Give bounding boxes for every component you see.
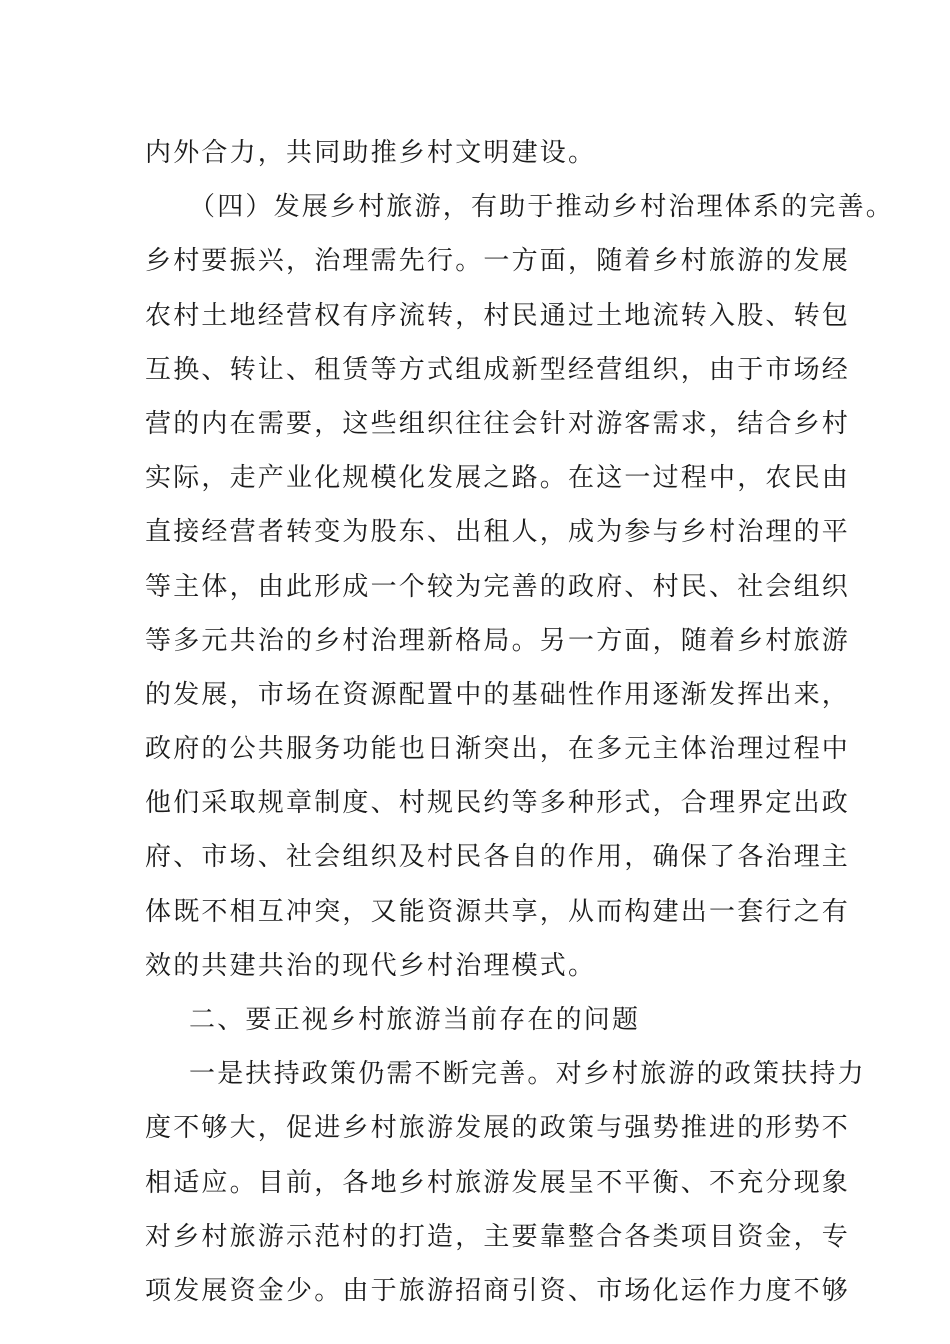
text-line: 实际，走产业化规模化发展之路。在这一过程中，农民由 [145,463,851,494]
text-line: 的发展，市场在资源配置中的基础性作用逐渐发挥出来， [145,679,851,710]
text-line: 体既不相互冲突，又能资源共享，从而构建出一套行之有 [145,896,851,927]
section-heading-line: （四）发展乡村旅游，有助于推动乡村治理体系的完善。 [189,192,895,223]
section-heading-line: 二、要正视乡村旅游当前存在的问题 [189,1005,641,1035]
paragraph-start-line: 一是扶持政策仍需不断完善。对乡村旅游的政策扶持力 [189,1059,866,1090]
text-line: 府、市场、社会组织及村民各自的作用，确保了各治理主 [145,842,851,873]
text-line: 乡村要振兴，治理需先行。一方面，随着乡村旅游的发展 [145,246,851,277]
text-line: 直接经营者转变为股东、出租人，成为参与乡村治理的平 [145,517,851,548]
text-line: 内外合力，共同助推乡村文明建设。 [145,138,597,168]
text-line: 互换、转让、租赁等方式组成新型经营组织，由于市场经 [145,354,851,385]
text-line: 项发展资金少。由于旅游招商引资、市场化运作力度不够 [145,1275,851,1306]
document-body [145,126,895,1318]
text-line: 对乡村旅游示范村的打造，主要靠整合各类项目资金，专 [145,1221,851,1252]
text-line: 他们采取规章制度、村规民约等多种形式，合理界定出政 [145,788,851,819]
text-line: 相适应。目前，各地乡村旅游发展呈不平衡、不充分现象 [145,1167,851,1198]
text-line: 政府的公共服务功能也日渐突出，在多元主体治理过程中 [145,734,851,765]
text-line: 效的共建共治的现代乡村治理模式。 [145,950,597,981]
text-line: 等主体，由此形成一个较为完善的政府、村民、社会组织 [145,571,851,602]
text-line: 农村土地经营权有序流转，村民通过土地流转入股、转包 [145,300,851,331]
text-line: 等多元共治的乡村治理新格局。另一方面，随着乡村旅游 [145,625,851,656]
text-line: 营的内在需要，这些组织往往会针对游客需求，结合乡村 [145,408,851,439]
text-line: 度不够大，促进乡村旅游发展的政策与强势推进的形势不 [145,1113,851,1144]
